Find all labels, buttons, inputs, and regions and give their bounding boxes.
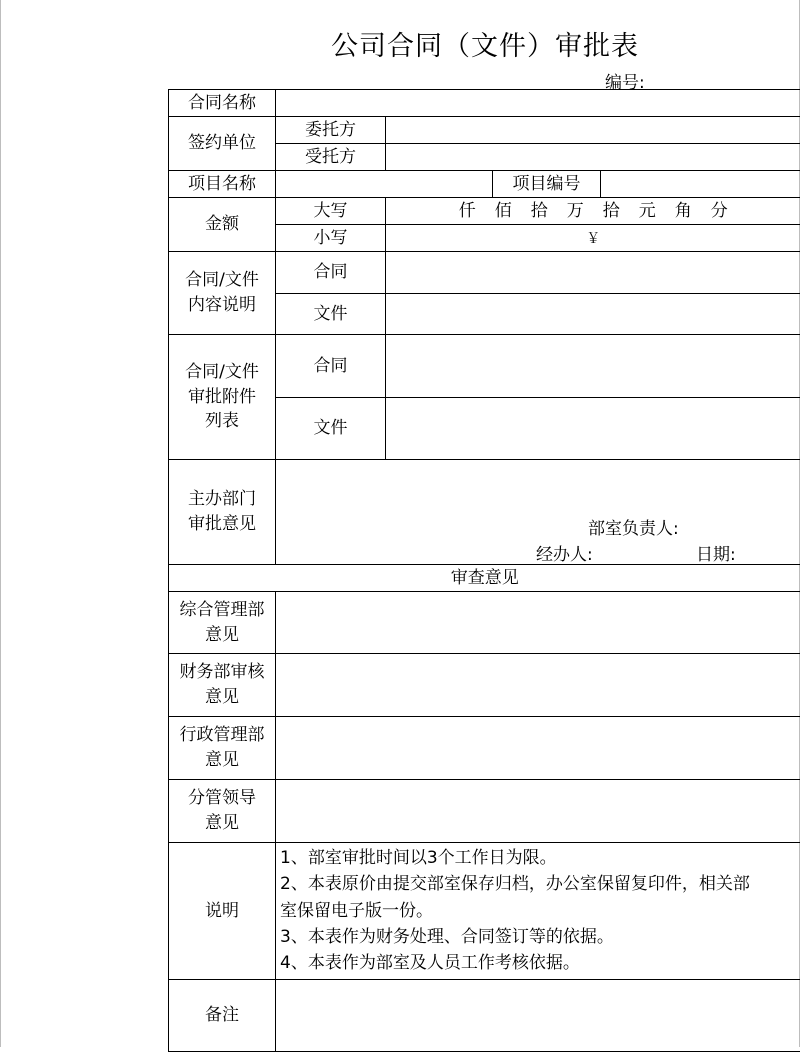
notes-line-4: 3、本表作为财务处理、合同签订等的依据。 [280,924,799,950]
row-project [169,171,800,198]
review-label-line2: 意见 [169,811,275,836]
amount-lower-label: 小写 [276,225,386,252]
review-section-header: 审查意见 [169,565,800,592]
attachments-file-label: 文件 [276,398,386,460]
review-leader-field[interactable] [276,780,800,843]
review-leader-label [169,780,276,843]
unit-fen: 分 [701,199,737,224]
currency-symbol: ￥ [586,231,600,247]
host-dept-label-line2: 审批意见 [169,512,275,537]
row-review-finance [169,654,800,717]
amount-upper-units [386,199,800,224]
client-field[interactable] [386,117,800,144]
content-desc-label [169,252,276,335]
content-desc-label-line2: 内容说明 [169,293,275,318]
contractor-label: 受托方 [276,144,386,171]
project-name-field[interactable] [276,171,493,198]
notes-line-2: 2、本表原价由提交部室保存归档，办公室保留复印件，相关部 [280,871,799,897]
unit-qian: 仟 [449,199,485,224]
attachments-label-line3: 列表 [169,409,275,434]
contract-name-field[interactable] [276,90,800,117]
review-general-mgmt-label [169,592,276,654]
project-number-label: 项目编号 [493,171,601,198]
row-review-general-mgmt [169,592,800,654]
date-label: 日期: [696,543,736,568]
host-dept-opinion-field[interactable] [276,460,800,565]
review-label-line2: 意见 [169,748,275,773]
row-review-admin-mgmt [169,717,800,780]
unit-shi: 拾 [521,199,557,224]
attachments-label-line2: 审批附件 [169,385,275,410]
contract-name-label: 合同名称 [169,90,276,117]
unit-jiao: 角 [665,199,701,224]
remarks-field[interactable] [276,979,800,1051]
review-label-line2: 意见 [169,685,275,710]
attachments-label-line1: 合同/文件 [169,360,275,385]
notes-line-1: 1、部室审批时间以3个工作日为限。 [280,845,799,871]
row-content-contract [169,252,800,294]
form-title: 公司合同（文件）审批表 [0,24,800,63]
dept-head-label: 部室负责人: [588,517,679,542]
serial-number-label: 编号: [605,68,645,93]
content-file-label: 文件 [276,294,386,335]
signing-unit-label: 签约单位 [169,117,276,171]
review-label-line1: 综合管理部 [169,598,275,623]
remarks-label: 备注 [169,979,276,1051]
content-contract-label: 合同 [276,252,386,294]
unit-shi-2: 拾 [593,199,629,224]
project-number-field[interactable] [601,171,800,198]
notes-line-5: 4、本表作为部室及人员工作考核依据。 [280,950,799,976]
client-label: 委托方 [276,117,386,144]
review-admin-mgmt-label [169,717,276,780]
host-dept-label-line1: 主办部门 [169,487,275,512]
approval-form-table [168,89,800,1052]
review-label-line2: 意见 [169,623,275,648]
amount-label: 金额 [169,198,276,252]
content-desc-label-line1: 合同/文件 [169,268,275,293]
amount-lower-field[interactable] [386,225,800,252]
notes-line-3: 室保留电子版一份。 [280,898,799,924]
row-review-header [169,565,800,592]
handler-label: 经办人: [536,543,593,568]
review-label-line1: 财务部审核 [169,660,275,685]
attachments-label [169,335,276,460]
row-contract-name [169,90,800,117]
unit-wan: 万 [557,199,593,224]
review-general-mgmt-field[interactable] [276,592,800,654]
row-review-leader [169,780,800,843]
contractor-field[interactable] [386,144,800,171]
notes-content [276,843,800,980]
content-contract-field[interactable] [386,252,800,294]
project-name-label: 项目名称 [169,171,276,198]
page-edge-left [0,0,1,1047]
review-admin-mgmt-field[interactable] [276,717,800,780]
attachments-contract-label: 合同 [276,335,386,398]
row-amount-upper [169,198,800,225]
amount-upper-label: 大写 [276,198,386,225]
attachments-contract-field[interactable] [386,335,800,398]
unit-yuan: 元 [629,199,665,224]
unit-bai: 佰 [485,199,521,224]
review-finance-label [169,654,276,717]
content-file-field[interactable] [386,294,800,335]
row-signing-client [169,117,800,144]
review-finance-field[interactable] [276,654,800,717]
host-dept-label [169,460,276,565]
row-notes [169,843,800,980]
amount-upper-field[interactable] [386,198,800,225]
row-attachments-contract [169,335,800,398]
review-label-line1: 行政管理部 [169,723,275,748]
row-remarks [169,979,800,1051]
attachments-file-field[interactable] [386,398,800,460]
review-label-line1: 分管领导 [169,786,275,811]
row-host-dept [169,460,800,565]
notes-label: 说明 [169,843,276,980]
